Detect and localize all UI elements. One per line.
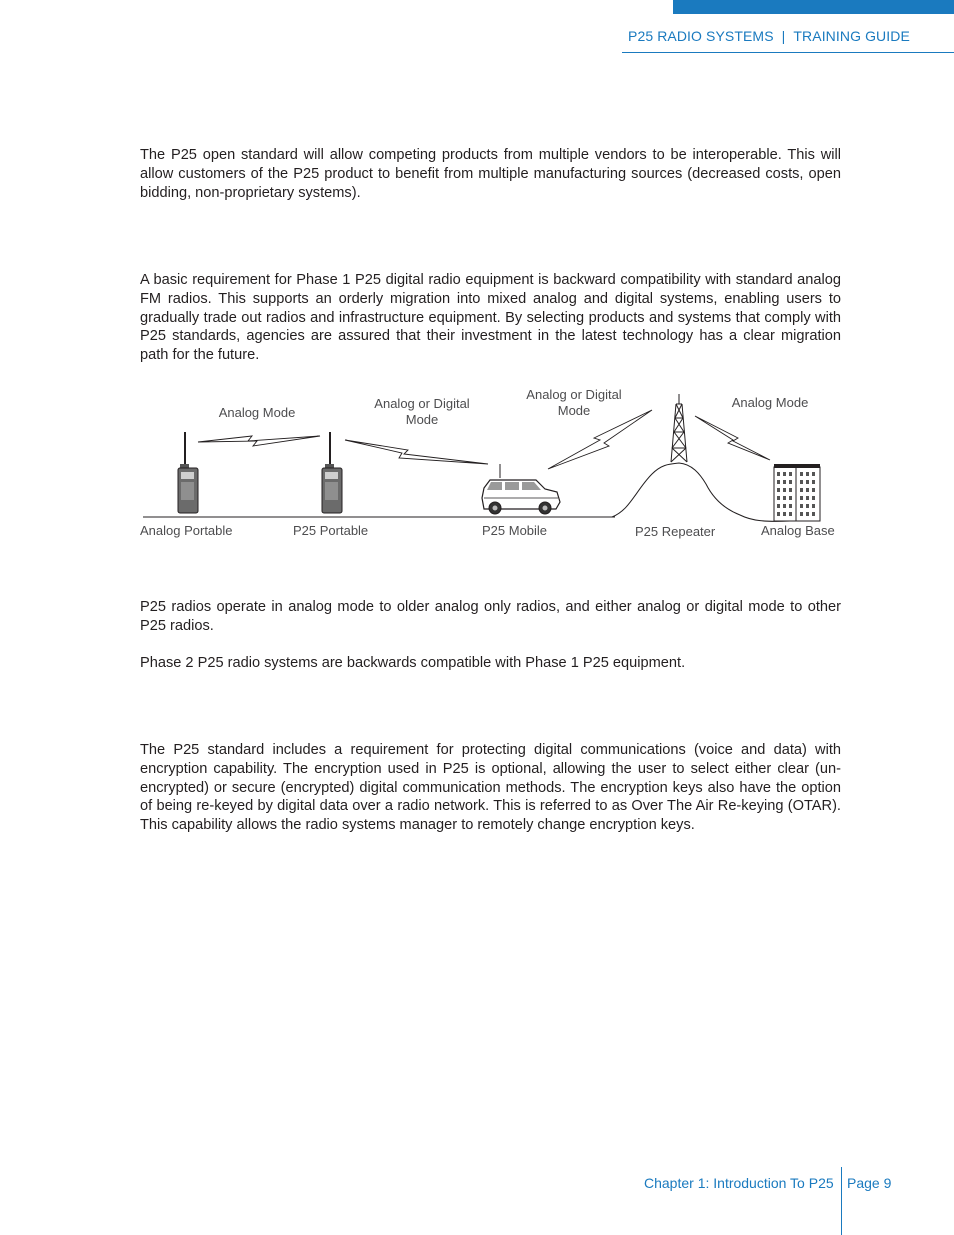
device-label-p25-repeater: P25 Repeater [635,524,716,539]
running-header [628,28,910,44]
footer-page-number: Page 9 [847,1175,892,1191]
analog-base-building-icon [774,464,820,521]
lightning-link-4 [695,416,770,460]
p25-mobile-vehicle-icon [482,464,560,514]
header-guide-title: TRAINING GUIDE [793,28,910,44]
link-label-analog-digital-2-line1: Analog or Digital [526,387,622,402]
hill [612,463,790,521]
paragraph-encryption: The P25 standard includes a requirement for protecting digital communications (voice and data) with encryption capability. The encryption used in P25 is optional, allowing the user to select either clear (un-encrypted) or secure (encrypted) digital communication methods. The encryption keys also have the option of being re-keyed by digital data over a radio network. This is referred to as Over The Air Re-keying (OTAR). This capability allows the radio systems manager to remotely change encryption keys. [140,742,841,834]
compatibility-diagram [0,380,954,550]
p25-repeater-tower-icon [671,394,687,462]
link-label-analog-digital-1-line2: Mode [405,412,439,427]
p25-portable-radio-icon [322,432,342,513]
paragraph-interoperability: The P25 open standard will allow competing products from multiple vendors to be interoperable. This will allow customers of the P25 product to benefit from multiple manufacturing sources (decreased costs, open bidding, non-proprietary systems). [140,147,841,201]
analog-portable-radio-icon [178,432,198,513]
link-label-analog-mode-2: Analog Mode [731,395,809,410]
header-separator: | [781,28,786,44]
device-label-analog-base: Analog Base [761,523,835,538]
paragraph-backward-compatibility: A basic requirement for Phase 1 P25 digital radio equipment is backward compatibility with standard analog FM radios. This supports an orderly migration into mixed analog and digital systems, enabling users to gradually trade out radios and infrastructure equipment. By selecting products and systems that comply with P25 standards, agencies are assured that their investment in the latest technology has a clear migration path for the future. [140,272,841,364]
link-label-analog-digital-1-line1: Analog or Digital [374,396,470,411]
paragraph-analog-mode: P25 radios operate in analog mode to older analog only radios, and either analog or digital mode to other P25 radios. [140,599,841,634]
link-label-analog-digital-2-line2: Mode [557,403,591,418]
header-section-title: P25 RADIO SYSTEMS [628,28,774,44]
lightning-link-3 [548,410,652,469]
footer-chapter-title: Chapter 1: Introduction To P25 [644,1175,834,1191]
device-label-p25-portable: P25 Portable [293,523,369,538]
footer-rule [841,1167,842,1235]
header-accent-bar [673,0,954,14]
lightning-link-1 [198,436,320,446]
paragraph-phase2: Phase 2 P25 radio systems are backwards compatible with Phase 1 P25 equipment. [140,655,686,671]
device-label-analog-portable: Analog Portable [140,523,233,538]
header-rule [622,52,954,53]
device-label-p25-mobile: P25 Mobile [482,523,548,538]
lightning-link-2 [345,440,488,464]
link-label-analog-mode-1: Analog Mode [218,405,296,420]
